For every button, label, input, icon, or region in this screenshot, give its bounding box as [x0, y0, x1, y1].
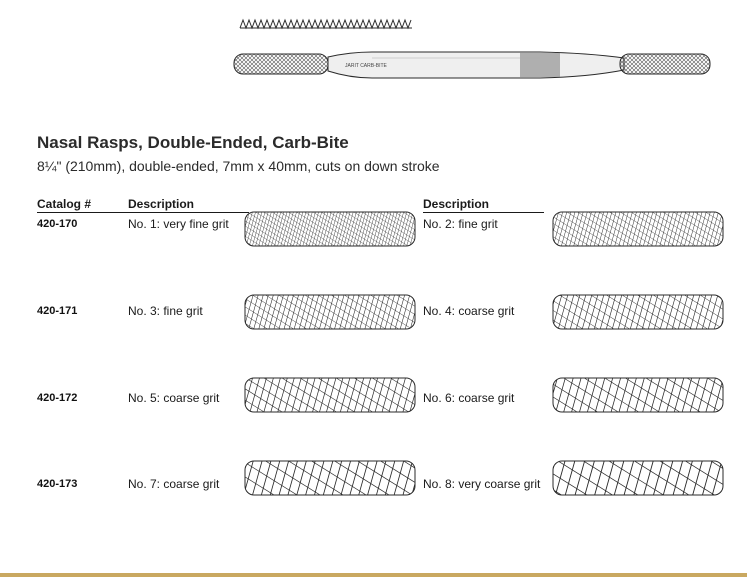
rasp-grit-6-icon: [552, 377, 724, 413]
rasp-description: No. 7: coarse grit: [128, 477, 220, 491]
catalog-number: 420-173: [37, 478, 78, 490]
rasp-description: No. 3: fine grit: [128, 304, 203, 318]
rasp-grit-4-icon: [552, 294, 724, 330]
rasp-grit-5-icon: [244, 377, 416, 413]
rasp-description: No. 5: coarse grit: [128, 391, 220, 405]
rasp-instrument-illustration: [0, 0, 747, 120]
description-column-header-right: Description: [423, 197, 490, 211]
rasp-description: No. 1: very fine grit: [128, 217, 229, 231]
description-column-header-left: Description: [128, 197, 195, 211]
rasp-grit-3-icon: [244, 294, 416, 330]
rasp-description: No. 8: very coarse grit: [423, 477, 541, 491]
catalog-number: 420-172: [37, 392, 78, 404]
product-subtitle: 8¼" (210mm), double-ended, 7mm x 40mm, cuts on down stroke: [37, 158, 440, 174]
footer-accent-rule: [0, 573, 747, 577]
rasp-grit-8-icon: [552, 460, 724, 496]
header-rule-right: [423, 212, 544, 213]
catalog-column-header: Catalog #: [37, 197, 92, 211]
rasp-description: No. 2: fine grit: [423, 217, 498, 231]
rasp-description: No. 6: coarse grit: [423, 391, 515, 405]
rasp-description: No. 4: coarse grit: [423, 304, 515, 318]
header-rule-left: [37, 212, 249, 213]
saw-tooth-profile-icon: [240, 20, 412, 28]
catalog-number: 420-170: [37, 218, 78, 230]
rasp-grit-2-icon: [552, 211, 724, 247]
rasp-grit-7-icon: [244, 460, 416, 496]
rasp-grit-1-icon: [244, 211, 416, 247]
handle-engraving: JARIT CARB-BITE: [345, 63, 387, 69]
product-title: Nasal Rasps, Double-Ended, Carb-Bite: [37, 133, 349, 152]
catalog-number: 420-171: [37, 305, 78, 317]
double-ended-rasp-icon: [234, 52, 710, 78]
